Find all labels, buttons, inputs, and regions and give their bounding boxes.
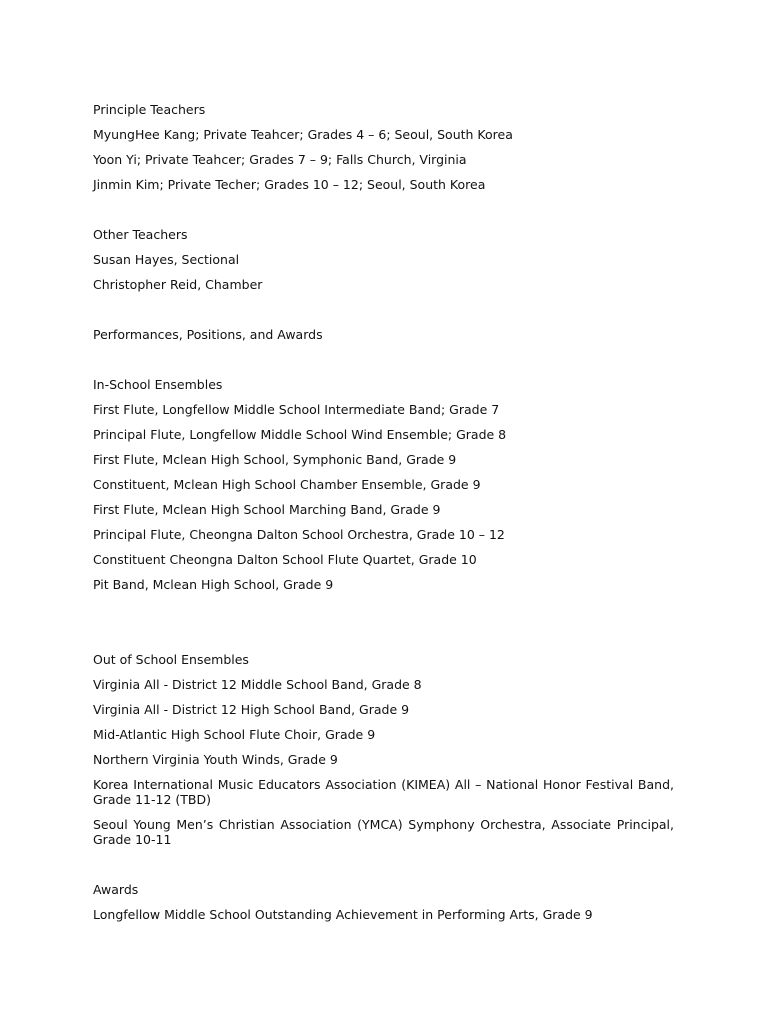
awards-heading: Awards: [93, 882, 139, 897]
list-item: Christopher Reid, Chamber: [93, 277, 263, 292]
list-item: First Flute, Mclean High School Marching Band, Grade 9: [93, 502, 441, 517]
list-item: Seoul Young Men’s Christian Association (YMCA) Symphony Orchestra, Associate Principal, Grade 10-11: [93, 817, 674, 847]
list-item: Principal Flute, Longfellow Middle School Wind Ensemble; Grade 8: [93, 427, 507, 442]
list-item: Constituent, Mclean High School Chamber Ensemble, Grade 9: [93, 477, 481, 492]
list-item: Constituent Cheongna Dalton School Flute Quartet, Grade 10: [93, 552, 477, 567]
list-item: Susan Hayes, Sectional: [93, 252, 240, 267]
list-item: Virginia All - District 12 Middle School Band, Grade 8: [93, 677, 422, 692]
list-item: Korea International Music Educators Association (KIMEA) All – National Honor Festival Band, Grade 11-12 (TBD): [93, 777, 674, 807]
principle-teachers-heading: Principle Teachers: [93, 102, 206, 117]
list-item: Yoon Yi; Private Teahcer; Grades 7 – 9; Falls Church, Virginia: [93, 152, 467, 167]
section-title: Performances, Positions, and Awards: [93, 327, 323, 342]
list-item: Pit Band, Mclean High School, Grade 9: [93, 577, 334, 592]
out-of-school-heading: Out of School Ensembles: [93, 652, 249, 667]
list-item: MyungHee Kang; Private Teahcer; Grades 4 – 6; Seoul, South Korea: [93, 127, 513, 142]
list-item: Jinmin Kim; Private Techer; Grades 10 – 12; Seoul, South Korea: [93, 177, 486, 192]
list-item: Mid-Atlantic High School Flute Choir, Grade 9: [93, 727, 376, 742]
list-item: Longfellow Middle School Outstanding Achievement in Performing Arts, Grade 9: [93, 907, 593, 922]
other-teachers-heading: Other Teachers: [93, 227, 188, 242]
list-item: First Flute, Longfellow Middle School Intermediate Band; Grade 7: [93, 402, 500, 417]
list-item: First Flute, Mclean High School, Symphonic Band, Grade 9: [93, 452, 457, 467]
in-school-heading: In-School Ensembles: [93, 377, 223, 392]
list-item: Northern Virginia Youth Winds, Grade 9: [93, 752, 338, 767]
list-item: Virginia All - District 12 High School Band, Grade 9: [93, 702, 410, 717]
list-item: Principal Flute, Cheongna Dalton School Orchestra, Grade 10 – 12: [93, 527, 505, 542]
